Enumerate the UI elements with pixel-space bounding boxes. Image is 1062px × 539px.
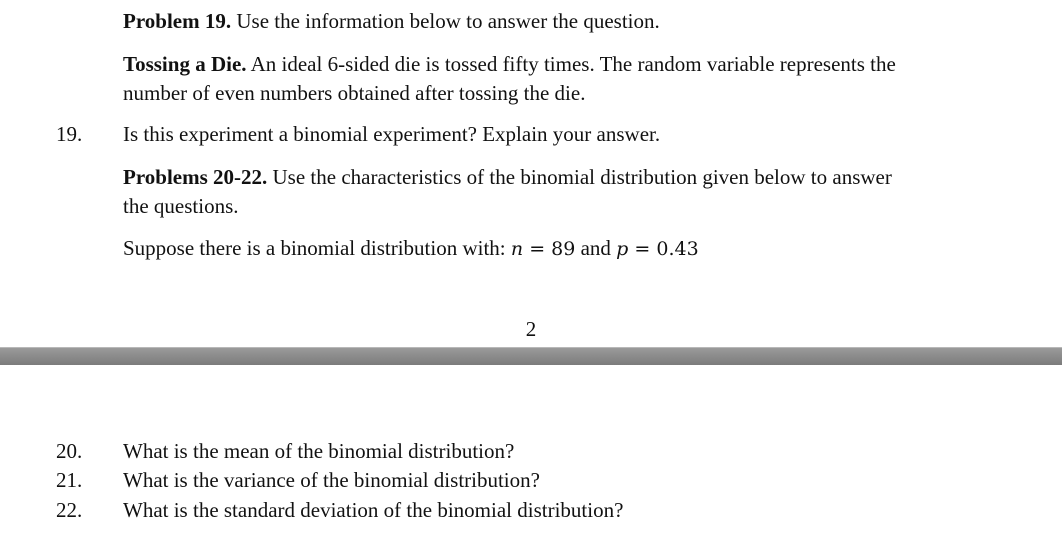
tossing-die-label: Tossing a Die.	[123, 52, 247, 76]
question-number: 22.	[56, 498, 83, 522]
p-equals: =	[634, 238, 651, 260]
question-text: What is the variance of the binomial distribution?	[123, 468, 540, 492]
problems-20-22-line-2: the questions.	[123, 194, 239, 218]
p-value: 0.43	[656, 238, 699, 260]
question-text: What is the mean of the binomial distribution?	[123, 439, 515, 463]
distribution-prefix: Suppose there is a binomial distribution with:	[123, 236, 506, 260]
problems-20-22-label: Problems 20-22.	[123, 165, 268, 189]
and-word: and	[580, 236, 611, 260]
problem-19-label: Problem 19.	[123, 9, 232, 33]
n-value: 89	[551, 238, 576, 260]
p-equation	[616, 238, 699, 260]
p-variable: p	[616, 238, 629, 260]
n-variable: n	[510, 238, 524, 260]
question-number: 21.	[56, 468, 83, 492]
tossing-die-paragraph	[123, 50, 1003, 108]
problem-19-instruction: Use the information below to answer the question.	[236, 9, 660, 33]
problem-19-header	[123, 7, 1003, 36]
question-number: 20.	[56, 439, 83, 463]
question-number: 19.	[56, 122, 83, 146]
tossing-die-line-2: number of even numbers obtained after tossing the die.	[123, 81, 586, 105]
question-text: What is the standard deviation of the binomial distribution?	[123, 498, 624, 522]
distribution-statement	[123, 234, 1003, 264]
n-equation	[511, 238, 575, 260]
question-text: Is this experiment a binomial experiment? Explain your answer.	[123, 122, 661, 146]
document-page-bottom	[0, 365, 1062, 539]
problems-20-22-header	[123, 163, 1003, 221]
page-separator	[0, 347, 1062, 365]
page-number: 2	[525, 317, 537, 341]
tossing-die-line-1: An ideal 6-sided die is tossed fifty times. The random variable represents the	[250, 52, 896, 76]
problems-20-22-line-1: Use the characteristics of the binomial distribution given below to answer	[272, 165, 892, 189]
n-equals: =	[529, 238, 546, 260]
